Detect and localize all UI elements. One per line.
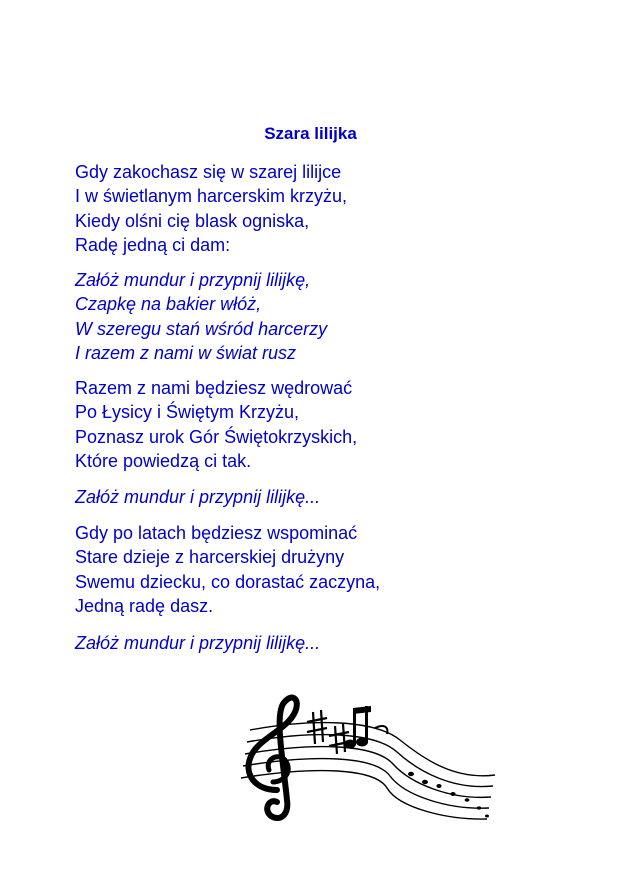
stanza-line: Kiedy olśni cię blask ogniska,: [75, 210, 310, 231]
chorus-line: Czapkę na bakier włóż,: [75, 294, 262, 315]
stanza-line: I w świetlanym harcerskim krzyżu,: [75, 186, 348, 207]
stanza-1: [75, 160, 347, 257]
stanza-line: Razem z nami będziesz wędrować: [75, 378, 353, 398]
stanza-line: Poznasz urok Gór Świętokrzyskich,: [75, 426, 358, 447]
song-title: Szara lilijka: [264, 124, 357, 143]
stanza-line: Swemu dziecku, co dorastać zaczyna,: [75, 571, 381, 592]
stanza-line: Które powiedzą ci tak.: [75, 450, 252, 471]
stanza-2-chorus: [75, 268, 327, 365]
stanza-line: Gdy zakochasz się w szarej lilijce: [75, 162, 342, 182]
stanza-6-chorus-ref: [75, 631, 320, 655]
music-staff-treble-clef-icon: [225, 690, 500, 835]
chorus-line: Załóż mundur i przypnij lilijkę,: [75, 270, 311, 290]
chorus-line: Załóż mundur i przypnij lilijkę...: [75, 487, 321, 507]
chorus-line: Załóż mundur i przypnij lilijkę...: [75, 633, 321, 653]
stanza-line: Stare dzieje z harcerskiej drużyny: [75, 547, 345, 568]
stanza-line: Radę jedną ci dam:: [75, 234, 231, 255]
chorus-line: W szeregu stań wśród harcerzy: [75, 318, 328, 339]
stanza-3: [75, 376, 357, 473]
stanza-5: [75, 521, 380, 618]
stanza-4-chorus-ref: [75, 485, 320, 509]
stanza-line: Po Łysicy i Świętym Krzyżu,: [75, 402, 300, 423]
stanza-line: Gdy po latach będziesz wspominać: [75, 523, 358, 543]
stanza-line: Jedną radę dasz.: [75, 595, 214, 616]
chorus-line: I razem z nami w świat rusz: [75, 342, 297, 363]
